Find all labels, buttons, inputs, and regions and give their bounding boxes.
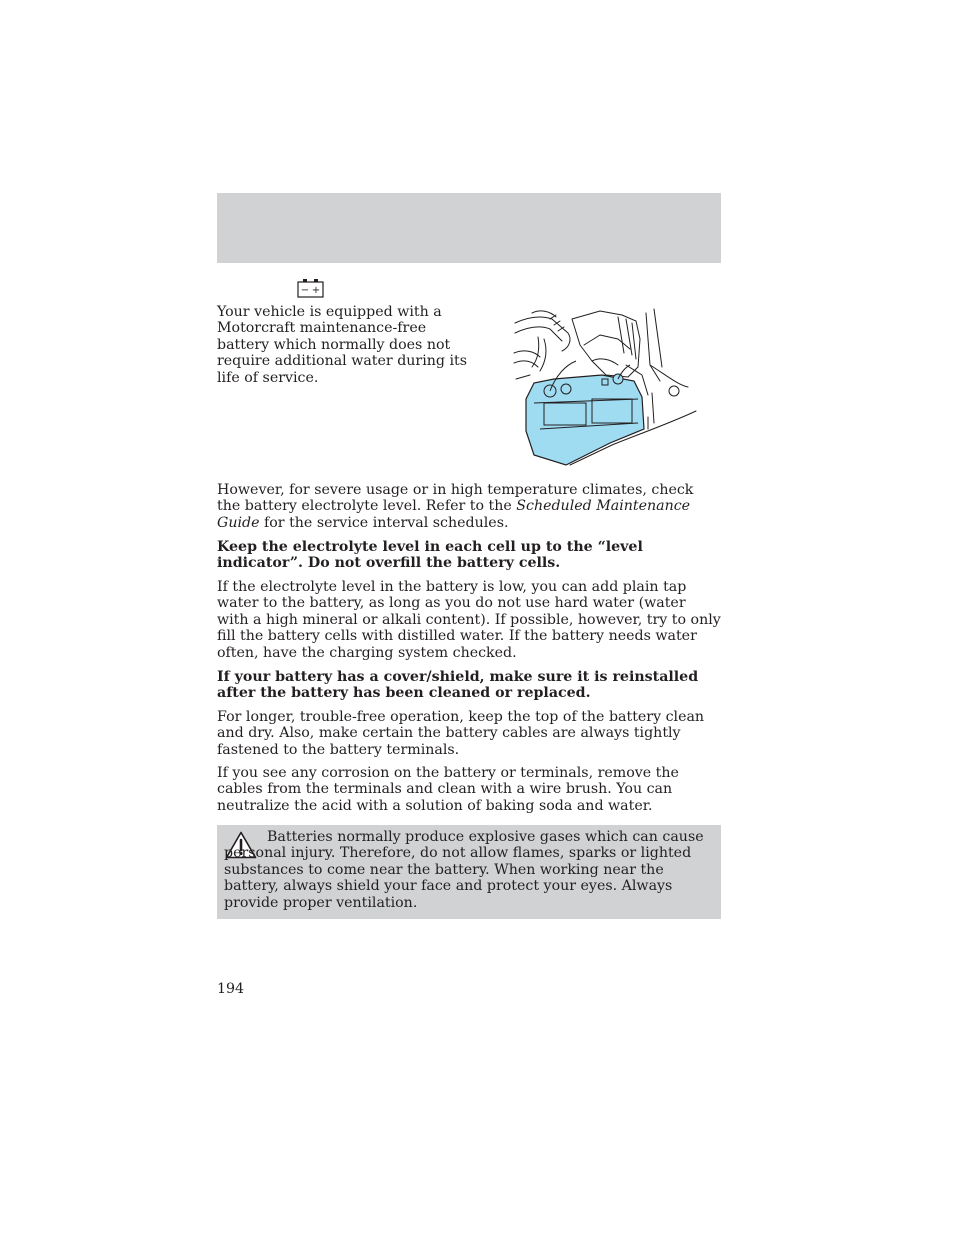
clean-dry-paragraph: For longer, trouble-free operation, keep the top of the battery clean and dry. Also, make certain the battery cables are always tightly fastened to the battery terminals.	[217, 709, 705, 758]
corrosion-paragraph: If you see any corrosion on the battery or terminals, remove the cables from the terminals and clean with a wire brush. You can neutralize the acid with a solution of baking soda and water.	[217, 765, 679, 814]
check-text-after: for the service interval schedules.	[259, 514, 509, 531]
intro-paragraph: Your vehicle is equipped with a Motorcraft maintenance-free battery which normally does not require additional water during its life of service.	[217, 304, 467, 386]
battery-plus-symbol: +	[311, 285, 321, 296]
cover-shield-instruction: If your battery has a cover/shield, make sure it is reinstalled after the battery has been cleaned or replaced.	[217, 669, 699, 702]
tap-water-paragraph: If the electrolyte level in the battery is low, you can add plain tap water to the battery, as long as you do not use hard water (water with a high mineral or alkali content). If possible, however, try to only fill the battery cells with distilled water. If the battery needs water often, have the charging system checked.	[217, 579, 721, 661]
warning-box	[217, 825, 721, 919]
battery-location-illustration	[510, 305, 700, 470]
check-electrolyte-paragraph	[217, 482, 721, 531]
scheduled-maintenance-guide-title: Scheduled Maintenance Guide	[217, 498, 691, 531]
page-number: 194	[217, 981, 245, 997]
warning-text: Batteries normally produce explosive gases which can cause personal injury. Therefore, do not allow flames, sparks or lighted substances to come near the battery. When working near the battery, always shield your face and protect your eyes. Always provide proper ventilation.	[224, 829, 704, 911]
battery-minus-symbol: −	[300, 285, 310, 296]
section-header-band	[217, 193, 721, 263]
check-text-before: However, for severe usage or in high temperature climates, check the battery electrolyte level. Refer to the	[217, 482, 694, 515]
battery-icon	[297, 278, 324, 298]
electrolyte-level-instruction: Keep the electrolyte level in each cell up to the “level indicator”. Do not overfill the battery cells.	[217, 539, 643, 572]
